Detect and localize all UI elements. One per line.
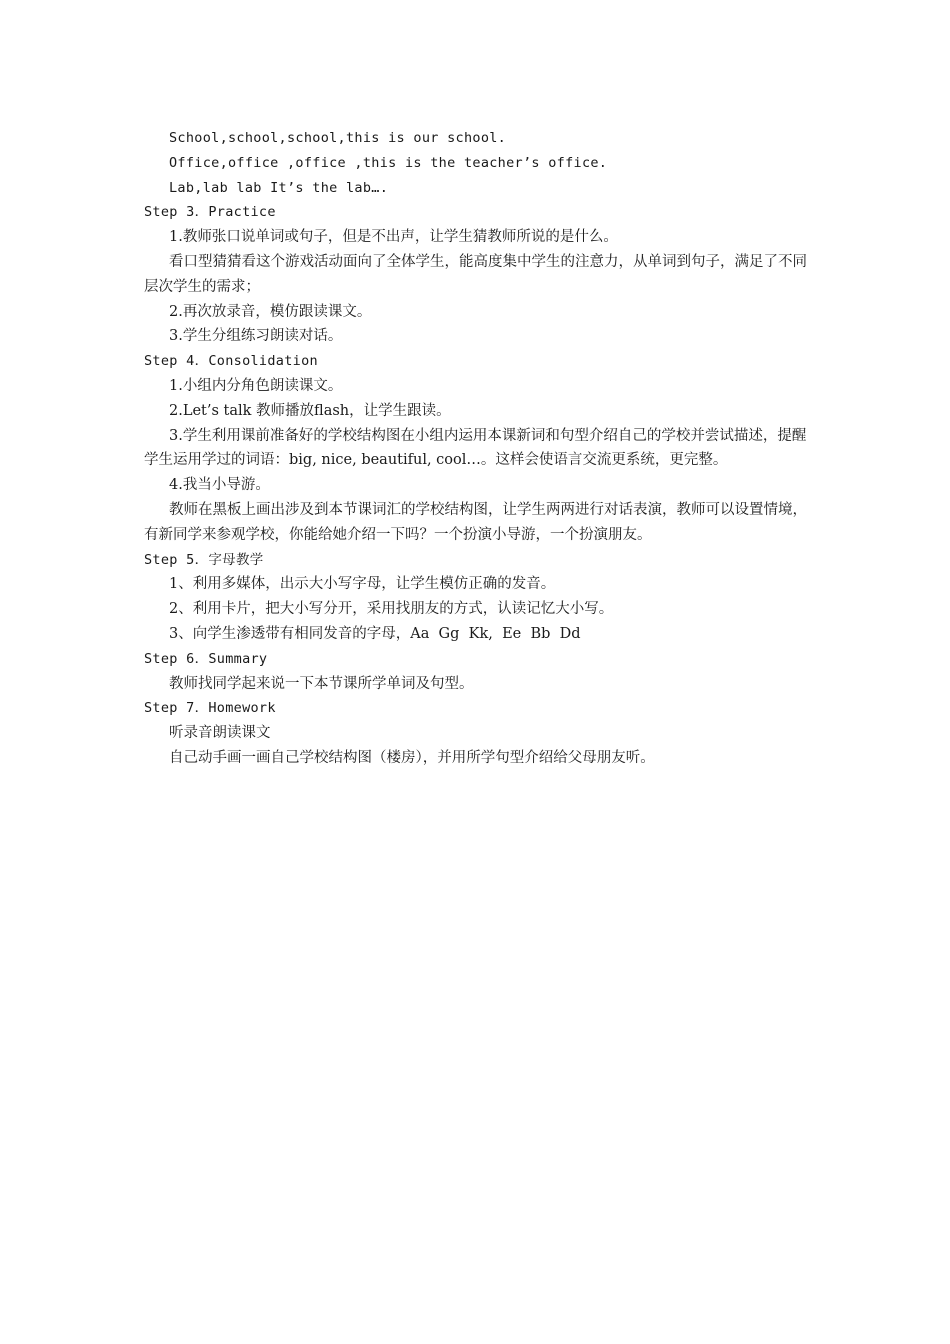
- step7-heading: Step 7．Homework: [144, 700, 276, 717]
- step6-heading: Step 6．Summary: [144, 650, 268, 667]
- step7-item-2: 自己动手画一画自己学校结构图（楼房），并用所学句型介绍给父母朋友听。: [169, 749, 655, 766]
- step4-item-2: 2.Let’s talk 教师播放flash，让学生跟读。: [169, 402, 451, 419]
- step5-item-2: 2、利用卡片，把大小写分开，采用找朋友的方式，认读记忆大小写。: [169, 601, 614, 618]
- step4-item-3: 3.学生利用课前准备好的学校结构图在小组内运用本课新词和句型介绍自己的学校并尝试描述，提醒学生运用学过的词语：big, nice, beautiful, cool…。这样会使语言交流更系统，更完整。: [144, 427, 807, 469]
- step3-note: 看口型猜猜看这个游戏活动面向了全体学生，能高度集中学生的注意力，从单词到句子，满足了不同层次学生的需求；: [144, 253, 807, 295]
- document-body: [144, 126, 824, 771]
- step3-item-3: 3.学生分组练习朗读对话。: [169, 328, 343, 345]
- step5-heading: Step 5．字母教学: [144, 551, 264, 568]
- step7-item-1: 听录音朗读课文: [169, 725, 271, 742]
- step5-item-1: 1、利用多媒体，出示大小写字母，让学生模仿正确的发音。: [169, 576, 556, 593]
- step3-item-1: 1.教师张口说单词或句子，但是不出声，让学生猜教师所说的是什么。: [169, 229, 618, 246]
- step3-heading: Step 3．Practice: [144, 204, 276, 221]
- chant-line-office: Office,office ,office ,this is the teacher’s office.: [169, 154, 608, 171]
- step4-item-4: 4.我当小导游。: [169, 477, 270, 494]
- chant-line-school: School,school,school,this is our school.: [169, 130, 507, 146]
- step3-item-2: 2.再次放录音，模仿跟读课文。: [169, 303, 372, 320]
- step4-note: 教师在黑板上画出涉及到本节课词汇的学校结构图，让学生两两进行对话表演，教师可以设置情境，有新同学来参观学校，你能给她介绍一下吗？一个扮演小导游，一个扮演朋友。: [144, 501, 807, 543]
- step4-item-1: 1.小组内分角色朗读课文。: [169, 377, 343, 394]
- step5-item-3: 3、向学生渗透带有相同发音的字母，Aa Gg Kk, Ee Bb Dd: [169, 625, 581, 642]
- step4-heading: Step 4．Consolidation: [144, 353, 318, 370]
- step6-item-1: 教师找同学起来说一下本节课所学单词及句型。: [169, 675, 474, 692]
- chant-line-lab: Lab,lab lab It’s the lab….: [169, 179, 389, 196]
